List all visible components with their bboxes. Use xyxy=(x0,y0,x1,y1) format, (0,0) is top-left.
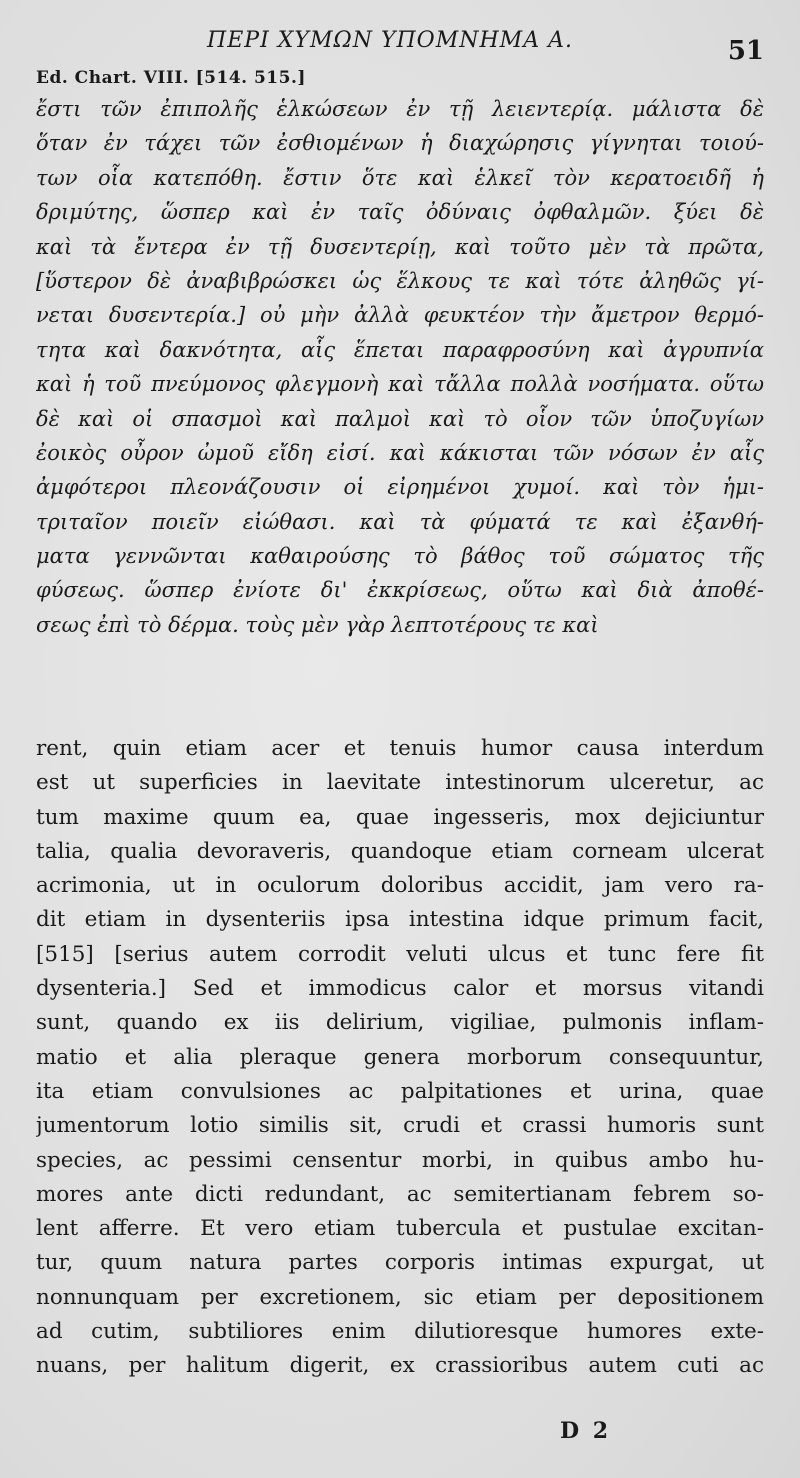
latin-text-line: acrimonia, ut in oculorum doloribus accidit, jam vero ra- xyxy=(36,873,764,899)
latin-text-line: jumentorum lotio similis sit, crudi et crassi humoris sunt xyxy=(36,1113,764,1139)
page-number: 51 xyxy=(727,36,764,66)
greek-text-line: δριμύτης, ὥσπερ καὶ ἐν ταῖς ὀδύναις ὀφθαλμῶν. ξύει δὲ xyxy=(36,200,764,225)
latin-text-line: [515] [serius autem corrodit veluti ulcus et tunc fere fit xyxy=(36,941,764,967)
greek-text-line: καὶ τὰ ἔντερα ἐν τῇ δυσεντερίῃ, καὶ τοῦτο μὲν τὰ πρῶτα, xyxy=(36,234,764,259)
greek-text-line: φύσεως. ὥσπερ ἐνίοτε δι' ἐκκρίσεως, οὕτω καὶ διὰ ἀποθέ- xyxy=(36,578,764,603)
greek-text-line: των οἷα κατεπόθη. ἔστιν ὅτε καὶ ἑλκεῖ τὸν κερατοειδῆ ἡ xyxy=(36,165,764,190)
signature-mark: D 2 xyxy=(560,1418,612,1444)
greek-text-line: ματα γεννῶνται καθαιρούσης τὸ βάθος τοῦ σώματος τῆς xyxy=(36,544,764,569)
latin-text-line: est ut superficies in laevitate intestinorum ulceretur, ac xyxy=(36,770,764,796)
latin-text-line: matio et alia pleraque genera morborum consequuntur, xyxy=(36,1044,764,1070)
latin-text-block xyxy=(36,732,764,1384)
greek-text-line: ἀμφότεροι πλεονάζουσιν οἱ εἰρημένοι χυμοί. καὶ τὸν ἡμι- xyxy=(36,475,764,500)
greek-text-line: σεως ἐπὶ τὸ δέρμα. τοὺς μὲν γὰρ λεπτοτέρους τε καὶ xyxy=(36,612,599,637)
latin-text-line: rent, quin etiam acer et tenuis humor causa interdum xyxy=(36,736,764,761)
latin-text-line: sunt, quando ex iis delirium, vigiliae, pulmonis inflam- xyxy=(36,1010,764,1036)
latin-text-line: nonnunquam per excretionem, sic etiam per depositionem xyxy=(36,1284,764,1310)
latin-text-line: species, ac pessimi censentur morbi, in quibus ambo hu- xyxy=(36,1147,764,1173)
greek-text-line: ὅταν ἐν τάχει τῶν ἐσθιομένων ἡ διαχώρησις γίγνηται τοιού- xyxy=(36,131,764,156)
latin-text-line: nuans, per halitum digerit, ex crassioribus autem cuti ac xyxy=(36,1353,764,1379)
greek-text-line: τητα καὶ δακνότητα, αἷς ἕπεται παραφροσύνη καὶ ἀγρυπνία xyxy=(36,337,764,362)
greek-text-line: [ὕστερον δὲ ἀναβιβρώσκει ὡς ἕλκους τε καὶ τότε ἀληθῶς γί- xyxy=(36,268,764,293)
latin-text-line: talia, qualia devoraveris, quandoque etiam corneam ulcerat xyxy=(36,838,764,864)
running-head: ΠΕΡΙ ΧΥΜΩΝ ΥΠΟΜΝΗΜΑ Α. xyxy=(207,28,573,53)
greek-text-line: ἔστι τῶν ἐπιπολῆς ἑλκώσεων ἐν τῇ λειεντερίᾳ. μάλιστα δὲ xyxy=(36,97,764,121)
greek-text-line: νεται δυσεντερία.] οὐ μὴν ἀλλὰ φευκτέον τὴν ἄμετρον θερμό- xyxy=(36,303,764,328)
latin-text-line: ad cutim, subtiliores enim dilutioresque humores exte- xyxy=(36,1319,764,1345)
latin-text-line: dysenteria.] Sed et immodicus calor et morsus vitandi xyxy=(36,976,764,1002)
latin-text-line: lent afferre. Et vero etiam tubercula et pustulae excitan- xyxy=(36,1216,764,1242)
latin-text-line: mores ante dicti redundant, ac semitertianam febrem so- xyxy=(36,1181,764,1207)
greek-text-line: καὶ ἡ τοῦ πνεύμονος φλεγμονὴ καὶ τἄλλα πολλὰ νοσήματα. οὕτω xyxy=(36,372,764,397)
latin-text-line: dit etiam in dysenteriis ipsa intestina idque primum facit, xyxy=(36,907,764,933)
greek-text-line: δὲ καὶ οἱ σπασμοὶ καὶ παλμοὶ καὶ τὸ οἷον τῶν ὑποζυγίων xyxy=(36,406,764,431)
greek-text-block xyxy=(36,92,764,642)
greek-text-line: τριταῖον ποιεῖν εἰώθασι. καὶ τὰ φύματά τε καὶ ἐξανθή- xyxy=(36,509,764,534)
latin-text-line: tum maxime quum ea, quae ingesseris, mox dejiciuntur xyxy=(36,804,764,830)
greek-text-line: ἐοικὸς οὖρον ὠμοῦ εἴδη εἰσί. καὶ κάκισται τῶν νόσων ἐν αἷς xyxy=(36,440,764,465)
latin-text-line: ita etiam convulsiones ac palpitationes et urina, quae xyxy=(36,1078,764,1104)
latin-text-line: tur, quum natura partes corporis intimas expurgat, ut xyxy=(36,1250,764,1276)
edition-reference: Ed. Chart. VIII. [514. 515.] xyxy=(36,68,306,88)
